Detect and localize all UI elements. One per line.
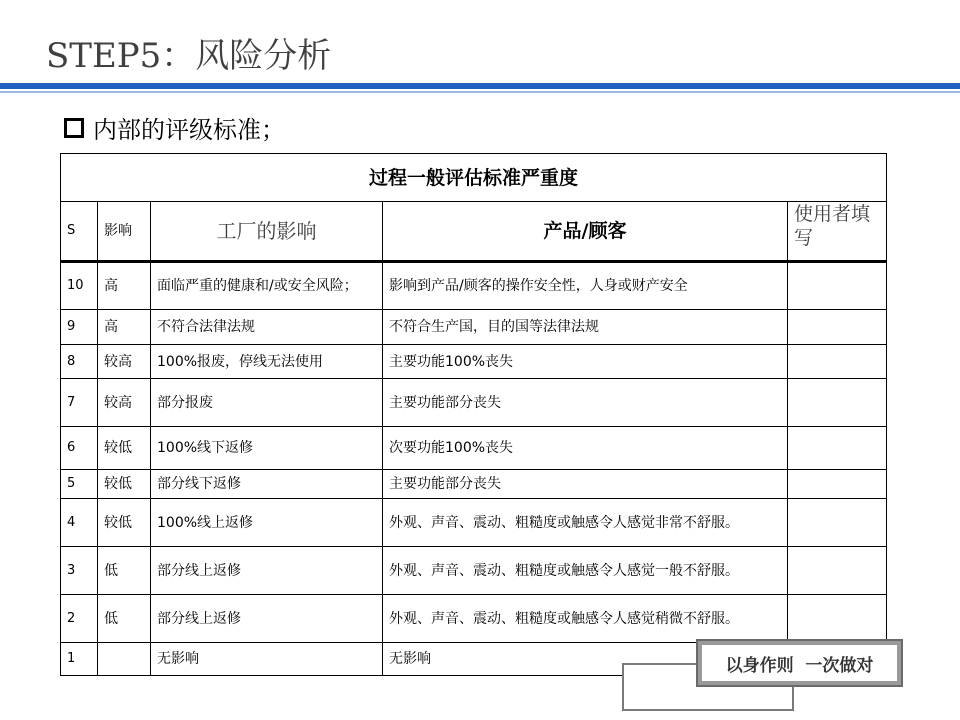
cell-impact: 较高 (98, 345, 151, 379)
bullet-text: 内部的评级标准； (93, 116, 285, 144)
cell-s: 8 (61, 345, 98, 379)
cell-s: 6 (61, 427, 98, 470)
cell-plant: 部分报废 (151, 379, 383, 427)
cell-impact: 高 (98, 310, 151, 345)
cell-product: 外观、声音、震动、粗糙度或触感令人感觉非常不舒服。 (383, 499, 788, 547)
header-user: 使用者填写 (788, 202, 887, 262)
severity-table (60, 153, 887, 676)
cell-impact (98, 643, 151, 676)
cell-impact: 低 (98, 595, 151, 643)
cell-plant: 不符合法律法规 (151, 310, 383, 345)
cell-product: 主要功能100%丧失 (383, 345, 788, 379)
table-row (61, 470, 887, 499)
header-impact: 影响 (98, 202, 151, 262)
cell-plant: 部分线下返修 (151, 470, 383, 499)
cell-plant: 无影响 (151, 643, 383, 676)
cell-s: 10 (61, 262, 98, 310)
cell-user[interactable] (788, 262, 887, 310)
cell-product: 不符合生产国，目的国等法律法规 (383, 310, 788, 345)
cell-impact: 低 (98, 547, 151, 595)
header-s: S (61, 202, 98, 262)
cell-plant: 面临严重的健康和/或安全风险； (151, 262, 383, 310)
cell-s: 7 (61, 379, 98, 427)
cell-s: 2 (61, 595, 98, 643)
cell-product: 主要功能部分丧失 (383, 470, 788, 499)
cell-product: 无影响 (383, 643, 788, 676)
square-bullet-icon (64, 118, 84, 138)
cell-plant: 100%报废，停线无法使用 (151, 345, 383, 379)
table-row (61, 499, 887, 547)
cell-user[interactable] (788, 345, 887, 379)
cell-user[interactable] (788, 470, 887, 499)
cell-s: 3 (61, 547, 98, 595)
table-row (61, 595, 887, 643)
cell-product: 外观、声音、震动、粗糙度或触感令人感觉稍微不舒服。 (383, 595, 788, 643)
cell-impact: 较低 (98, 470, 151, 499)
header-product: 产品/顾客 (383, 202, 788, 262)
cell-user[interactable] (788, 427, 887, 470)
motto-stamp (696, 639, 903, 687)
cell-user[interactable] (788, 547, 887, 595)
table-row (61, 262, 887, 310)
cell-impact: 较低 (98, 427, 151, 470)
cell-user[interactable] (788, 310, 887, 345)
table-row (61, 379, 887, 427)
cell-user[interactable] (788, 499, 887, 547)
title-divider-accent (0, 91, 960, 93)
table-row (61, 547, 887, 595)
cell-impact: 较高 (98, 379, 151, 427)
cell-s: 4 (61, 499, 98, 547)
cell-plant: 部分线上返修 (151, 595, 383, 643)
motto-text: 以身作则 一次做对 (702, 645, 897, 681)
cell-user[interactable] (788, 379, 887, 427)
table-row (61, 345, 887, 379)
cell-impact: 较低 (98, 499, 151, 547)
header-plant: 工厂的影响 (151, 202, 383, 262)
cell-product: 次要功能100%丧失 (383, 427, 788, 470)
cell-product: 主要功能部分丧失 (383, 379, 788, 427)
cell-plant: 部分线上返修 (151, 547, 383, 595)
table-row (61, 427, 887, 470)
cell-plant: 100%线上返修 (151, 499, 383, 547)
page-title: STEP5：风险分析 (46, 36, 332, 76)
table-caption: 过程一般评估标准严重度 (61, 154, 887, 202)
cell-user[interactable] (788, 595, 887, 643)
bullet-item (64, 110, 285, 145)
cell-product: 影响到产品/顾客的操作安全性，人身或财产安全 (383, 262, 788, 310)
cell-product: 外观、声音、震动、粗糙度或触感令人感觉一般不舒服。 (383, 547, 788, 595)
cell-s: 5 (61, 470, 98, 499)
cell-plant: 100%线下返修 (151, 427, 383, 470)
table-row (61, 310, 887, 345)
cell-s: 1 (61, 643, 98, 676)
title-divider (0, 83, 960, 89)
cell-impact: 高 (98, 262, 151, 310)
cell-s: 9 (61, 310, 98, 345)
